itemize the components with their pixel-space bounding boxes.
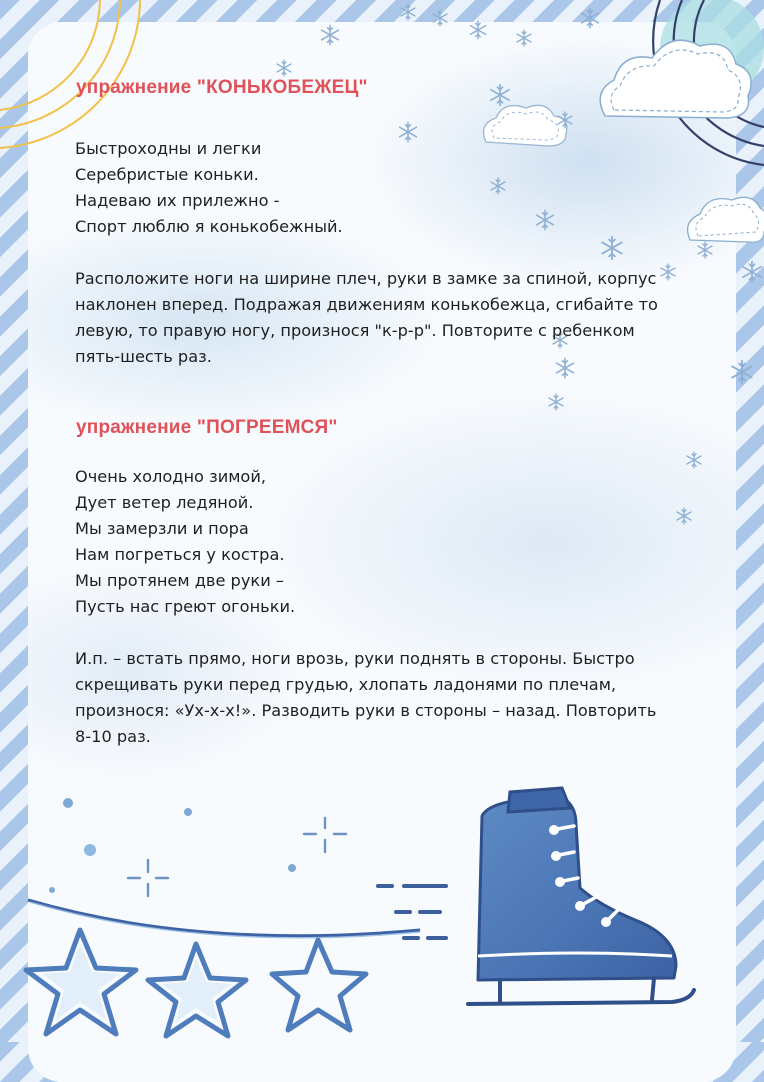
poem-line: Спорт люблю я конькобежный. (75, 217, 343, 236)
instruction-line: левую, то правую ногу, произнося "к-р-р". Повторите с ребенком (75, 321, 635, 340)
instruction-line: 8-10 раз. (75, 727, 151, 746)
poem-line: Пусть нас греют огоньки. (75, 597, 296, 616)
exercise-title-warm-up: упражнение "ПОГРЕЕМСЯ" (76, 417, 338, 438)
poem-line: Быстроходны и легки (75, 139, 262, 158)
exercise-title-skater: упражнение "КОНЬКОБЕЖЕЦ" (76, 77, 368, 98)
instruction-line: пять-шесть раз. (75, 347, 212, 366)
poem-line: Мы замерзли и пора (75, 519, 249, 538)
poem-line: Мы протянем две руки – (75, 571, 284, 590)
instruction-line: наклонен вперед. Подражая движениям конькобежца, сгибайте то (75, 295, 658, 314)
poem-line: Серебристые коньки. (75, 165, 259, 184)
instruction-line: Расположите ноги на ширине плеч, руки в замке за спиной, корпус (75, 269, 657, 288)
skater-poem (75, 136, 695, 240)
instruction-line: скрещивать руки перед грудью, хлопать ладонями по плечам, (75, 675, 617, 694)
warm-up-poem (75, 464, 695, 620)
instruction-line: произнося: «Ух-х-х!». Разводить руки в стороны – назад. Повторить (75, 701, 657, 720)
poem-line: Надеваю их прилежно - (75, 191, 280, 210)
skater-instructions (75, 266, 695, 370)
poem-line: Дует ветер ледяной. (75, 493, 254, 512)
warm-up-instructions (75, 646, 695, 750)
instruction-line: И.п. – встать прямо, ноги врозь, руки поднять в стороны. Быстро (75, 649, 635, 668)
poem-line: Очень холодно зимой, (75, 467, 267, 486)
poem-line: Нам погреться у костра. (75, 545, 285, 564)
